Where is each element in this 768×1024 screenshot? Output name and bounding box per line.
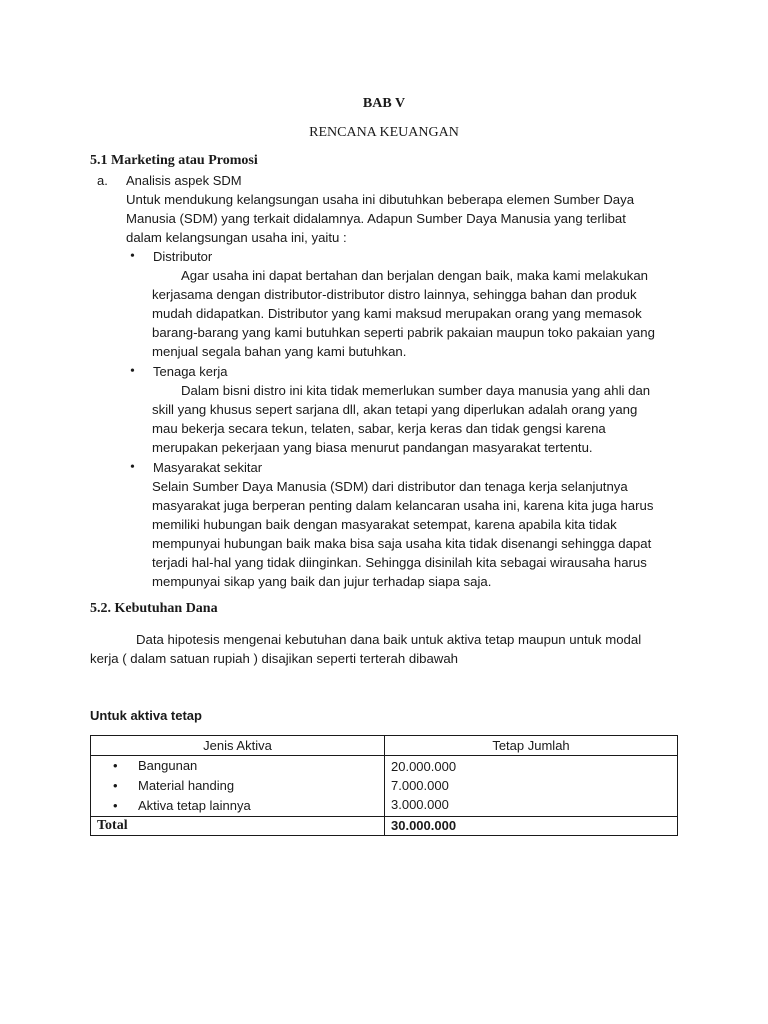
column-header-tetap-jumlah: Tetap Jumlah	[385, 736, 678, 756]
bullet-icon: •	[130, 249, 135, 264]
text-line: Untuk mendukung kelangsungan usaha ini dibutuhkan beberapa elemen Sumber Daya	[126, 192, 635, 207]
bullet-icon: •	[130, 460, 135, 475]
text-line: barang-barang yang kami butuhkan seperti pabrik pakaian maupun toko pakaian yang	[152, 325, 655, 340]
text-line: Agar usaha ini dapat bertahan dan berjalan dengan baik, maka kami melakukan	[181, 268, 648, 283]
values-cell	[385, 756, 678, 817]
distributor-paragraph	[152, 266, 655, 361]
total-value: 30.000.000	[385, 817, 678, 836]
text-line: mau bekerja secara tekun, telaten, sabar, kerja keras dan tidak gengsi karena	[152, 421, 606, 436]
section-5-1-title: 5.1 Marketing atau Promosi	[90, 153, 258, 168]
text-line: Manusia (SDM) yang terkait didalamnya. Adapun Sumber Daya Manusia yang terlibat	[126, 211, 626, 226]
text-line: terjadi hal-hal yang tidak diinginkan. Sehingga disinilah kita sebagai wirausaha harus	[152, 555, 647, 570]
masyarakat-paragraph	[152, 477, 653, 591]
tenaga-kerja-paragraph	[152, 381, 650, 457]
aktiva-tetap-table	[90, 735, 678, 836]
bullet-icon: •	[113, 798, 118, 813]
item-name: Bangunan	[138, 758, 198, 773]
chapter-label: BAB V	[362, 96, 406, 111]
text-line: mempunyai hubungan baik maka bisa saja usaha kita tidak disenangi sehingga dapat	[152, 536, 652, 551]
text-line: mempunyai sikap yang baik dan jujur terhadap siapa saja.	[152, 574, 492, 589]
list-item	[91, 796, 384, 816]
text-line: menjual segala bahan yang kami butuhkan.	[152, 344, 407, 359]
sdm-intro-paragraph	[126, 190, 634, 247]
text-line: Selain Sumber Daya Manusia (SDM) dari distributor dan tenaga kerja selanjutnya	[152, 479, 628, 494]
item-value: 7.000.000	[391, 778, 449, 793]
item-name: Material handing	[138, 778, 235, 793]
text-line: masyarakat juga berperan penting dalam kelancaran usaha ini, karena kita juga harus	[152, 498, 654, 513]
items-cell	[91, 756, 385, 817]
bullet-icon: •	[113, 758, 118, 773]
bullet-label-masyarakat: Masyarakat sekitar	[153, 460, 263, 475]
table-header-row	[91, 736, 678, 756]
text-line: kerja ( dalam satuan rupiah ) disajikan seperti terterah dibawah	[90, 651, 458, 666]
text-line: skill yang khusus sepert sarjana dll, akan tetapi yang diperlukan adalah orang yang	[152, 402, 638, 417]
table-row	[91, 756, 678, 817]
table-total-row	[91, 817, 678, 836]
list-marker-a: a.	[97, 173, 108, 188]
item-value: 20.000.000	[391, 759, 457, 774]
kebutuhan-dana-paragraph	[90, 630, 641, 668]
text-line: dalam kelangsungan usaha ini, yaitu :	[126, 230, 347, 245]
bullet-label-tenaga-kerja: Tenaga kerja	[153, 364, 228, 379]
list-item	[91, 756, 384, 776]
bullet-icon: •	[113, 778, 118, 793]
bullet-label-distributor: Distributor	[153, 249, 213, 264]
bullet-icon: •	[130, 364, 135, 379]
text-line: kerjasama dengan distributor-distributor distro lainnya, sehingga bahan dan produk	[152, 287, 637, 302]
column-header-jenis-aktiva: Jenis Aktiva	[91, 736, 385, 756]
item-a-title: Analisis aspek SDM	[126, 173, 242, 188]
item-name: Aktiva tetap lainnya	[138, 798, 251, 813]
item-value: 3.000.000	[391, 797, 449, 812]
section-5-2-title: 5.2. Kebutuhan Dana	[90, 601, 218, 616]
text-line: merupakan pekerjaan yang biasa menurut pandangan masyarakat tertentu.	[152, 440, 593, 455]
list-item	[91, 776, 384, 796]
text-line: memiliki hubungan baik dengan masyarakat setempat, karena apabila kita tidak	[152, 517, 617, 532]
text-line: Dalam bisni distro ini kita tidak memerlukan sumber daya manusia yang ahli dan	[181, 383, 651, 398]
total-label: Total	[91, 817, 385, 836]
table-title: Untuk aktiva tetap	[90, 708, 202, 723]
text-line: Data hipotesis mengenai kebutuhan dana baik untuk aktiva tetap maupun untuk modal	[136, 632, 642, 647]
text-line: mudah didapatkan. Distributor yang kami maksud merupakan orang yang memasok	[152, 306, 642, 321]
chapter-title: RENCANA KEUANGAN	[309, 125, 459, 140]
